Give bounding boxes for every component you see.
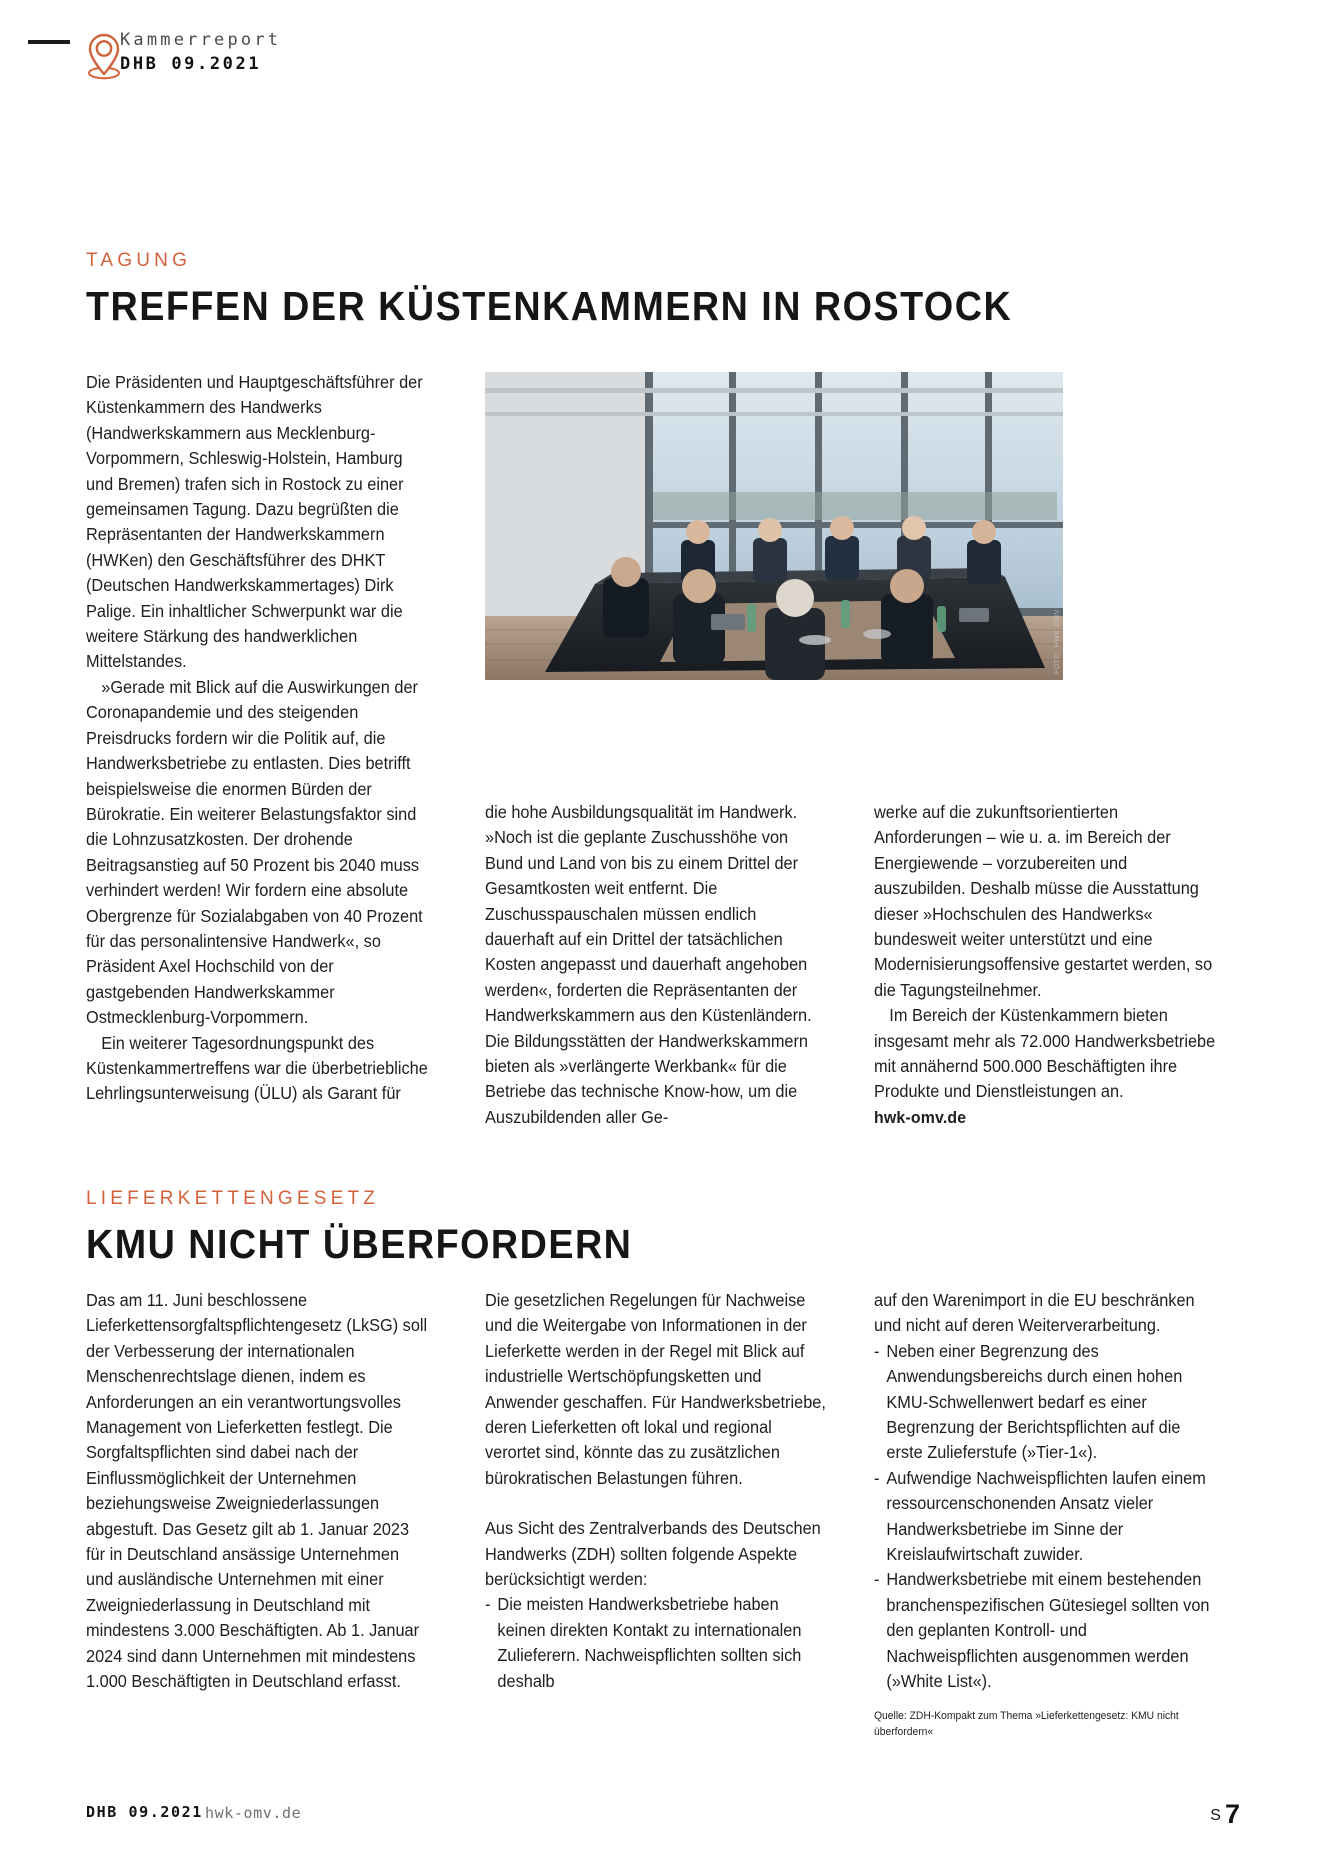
page-footer <box>0 1799 1326 1833</box>
article-1-intro-column <box>86 370 430 1107</box>
conference-photo <box>485 372 1063 680</box>
list-item-text: Die meisten Handwerksbetriebe haben keinen direkten Kontakt zu internationalen Zulieferern. Nachweispflichten sollten sich deshalb <box>497 1595 802 1691</box>
article-1-col2 <box>485 800 829 1130</box>
paragraph: Die Präsidenten und Hauptgeschäftsführer der Küstenkammern des Handwerks (Handwerkskammern aus Mecklenburg-Vorpommern, Schleswig-Holstein, Hamburg und Bremen) trafen sich in Rostock zu einer gemeinsamen Tagung. Dazu begrüßten die Repräsentanten der Handwerkskammern (HWKen) den Geschäftsführer des DHKT (Deutschen Handwerkskammertages) Dirk Palige. Ein inhaltlicher Schwerpunkt war die weitere Stärkung des handwerklichen Mittelstandes. <box>86 373 423 672</box>
paragraph: werke auf die zukunftsorientierten Anforderungen – wie u. a. im Bereich der Energiewende – vorzubereiten und auszubilden. Deshalb müsse die Ausstattung dieser »Hochschulen des Handwerks« bundesweit weiter unterstützt und eine Modernisierungsoffensive gestartet werden, so die Tagungsteilnehmer. <box>874 803 1213 1000</box>
article-2-bullets-col2 <box>485 1592 831 1694</box>
article-1-kicker: TAGUNG <box>86 250 192 271</box>
article-2-kicker-wrap <box>86 1188 379 1210</box>
article-1-kicker-wrap <box>86 250 191 272</box>
paragraph: Aus Sicht des Zentralverbands des Deutschen Handwerks (ZDH) sollten folgende Aspekte berücksichtigt werden: <box>485 1519 821 1590</box>
masthead-kicker: Kammerreport <box>120 30 282 50</box>
article-2-headline-wrap <box>86 1220 1266 1268</box>
article-1-link[interactable]: hwk-omv.de <box>874 1107 967 1127</box>
article-2-headline: KMU NICHT ÜBERFORDERN <box>86 1221 633 1267</box>
list-item <box>874 1339 1220 1466</box>
masthead-issue: DHB 09.2021 <box>120 54 262 74</box>
article-1-headline-wrap <box>86 282 1266 330</box>
paragraph: Ein weiterer Tagesordnungspunkt des Küstenkammertreffens war die überbetriebliche Lehrlingsunterweisung (ÜLU) als Garant für <box>86 1033 428 1104</box>
article-2-bullets-col3 <box>874 1339 1220 1695</box>
bullet-marker: - <box>485 1595 491 1615</box>
paragraph: Die gesetzlichen Regelungen für Nachweise und die Weitergabe von Informationen in der Lieferkette werden in der Regel mit Blick auf industrielle Wertschöpfungsketten und Anwender geschaffen. Für Handwerksbetriebe, deren Lieferketten oft lokal und regional verortet sind, könnte das zu zusätzlichen bürokratischen Belastungen führen. <box>485 1291 826 1488</box>
article-2-col2 <box>485 1288 831 1694</box>
paragraph: Im Bereich der Küstenkammern bieten insgesamt mehr als 72.000 Handwerksbetriebe mit annähernd 500.000 Beschäftigten ihre Produkte und Dienstleistungen an. <box>874 1006 1216 1102</box>
list-item <box>874 1567 1220 1694</box>
page-prefix: S <box>1210 1807 1221 1824</box>
page-number-value: 7 <box>1224 1799 1240 1829</box>
page-number <box>1210 1799 1240 1830</box>
article-2-col1 <box>86 1288 430 1695</box>
masthead-text <box>120 28 281 77</box>
paragraph: Das am 11. Juni beschlossene Lieferkettensorgfaltspflichtengesetz (LkSG) soll der Verbesserung der internationalen Menschenrechtslage dienen, indem es Anforderungen an ein verantwortungsvolles Management von Lieferketten festlegt. Die Sorgfaltspflichten sind dabei nach der Einflussmöglichkeit der Unternehmen beziehungsweise Zweigniederlassungen abgestuft. Das Gesetz gilt ab 1. Januar 2023 für in Deutschland ansässige Unternehmen und ausländische Unternehmen mit einer Zweigniederlassung in Deutschland mit mindestens 3.000 Beschäftigten. Ab 1. Januar 2024 sind dann Unternehmen mit mindestens 1.000 Beschäftigten in Deutschland erfasst. <box>86 1291 428 1692</box>
location-pin-icon <box>86 30 122 80</box>
list-item-text: Neben einer Begrenzung des Anwendungsbereichs durch einen hohen KMU-Schwellenwert bedarf es einer Begrenzung der Berichtspflichten auf die erste Zulieferstufe (»Tier-1«). <box>886 1341 1183 1463</box>
article-2-kicker: LIEFERKETTENGESETZ <box>86 1188 380 1209</box>
article-1-col3 <box>874 800 1218 1130</box>
masthead <box>0 28 1326 88</box>
article-2-col3 <box>874 1288 1220 1740</box>
paragraph: auf den Warenimport in die EU beschränken und nicht auf deren Weiterverarbeitung. <box>874 1291 1195 1336</box>
paragraph: »Gerade mit Blick auf die Auswirkungen der Coronapandemie und des steigenden Preisdrucks fordern wir die Politik auf, die Handwerksbetriebe zu entlasten. Dies betrifft beispielsweise die enormen Bürden der Bürokratie. Ein weiterer Belastungsfaktor sind die Lohnzusatzkosten. Der drohende Beitragsanstieg auf 50 Prozent bis 2040 muss verhindert werden! Wir fordern eine absolute Obergrenze für Sozialabgaben von 40 Prozent für das personalintensive Handwerk«, so Präsident Axel Hochschild von der gastgebenden Handwerkskammer Ostmecklenburg-Vorpommern. <box>86 677 423 1028</box>
list-item <box>485 1592 831 1694</box>
bullet-marker: - <box>874 1468 880 1488</box>
bullet-marker: - <box>874 1341 880 1361</box>
bullet-marker: - <box>874 1570 880 1590</box>
footer-url[interactable]: hwk-omv.de <box>205 1804 302 1822</box>
photo-credit: FOTO: HWK OMV <box>1054 608 1061 674</box>
footer-issue: DHB 09.2021 <box>86 1803 203 1821</box>
list-item-text: Aufwendige Nachweispflichten laufen einem ressourcenschonenden Ansatz vieler Handwerksbetriebe im Sinne der Kreislaufwirtschaft zuwider. <box>886 1468 1206 1565</box>
list-item-text: Handwerksbetriebe mit einem bestehenden branchenspezifischen Gütesiegel sollten von den geplanten Kontroll- und Nachweispflichten ausgenommen werden (»White List«). <box>886 1570 1210 1692</box>
article-2-source: Quelle: ZDH-Kompakt zum Thema »Lieferkettengesetz: KMU nicht überfordern« <box>874 1709 1179 1738</box>
paragraph: die hohe Ausbildungsqualität im Handwerk. »Noch ist die geplante Zuschusshöhe von Bund und Land von bis zu einem Drittel der Gesamtkosten weit entfernt. Die Zuschusspauschalen müssen endlich dauerhaft auf ein Drittel der tatsächlichen Kosten angepasst und dauerhaft angehoben werden«, forderten die Repräsentanten der Handwerkskammern aus den Küstenländern. Die Bildungsstätten der Handwerkskammern bieten als »verlängerte Werkbank« für die Betriebe das technische Know-how, um die Auszubildenden aller Ge- <box>485 803 812 1127</box>
masthead-rule <box>28 40 70 44</box>
article-1-headline: TREFFEN DER KÜSTENKAMMERN IN ROSTOCK <box>86 283 1013 329</box>
list-item <box>874 1466 1220 1568</box>
